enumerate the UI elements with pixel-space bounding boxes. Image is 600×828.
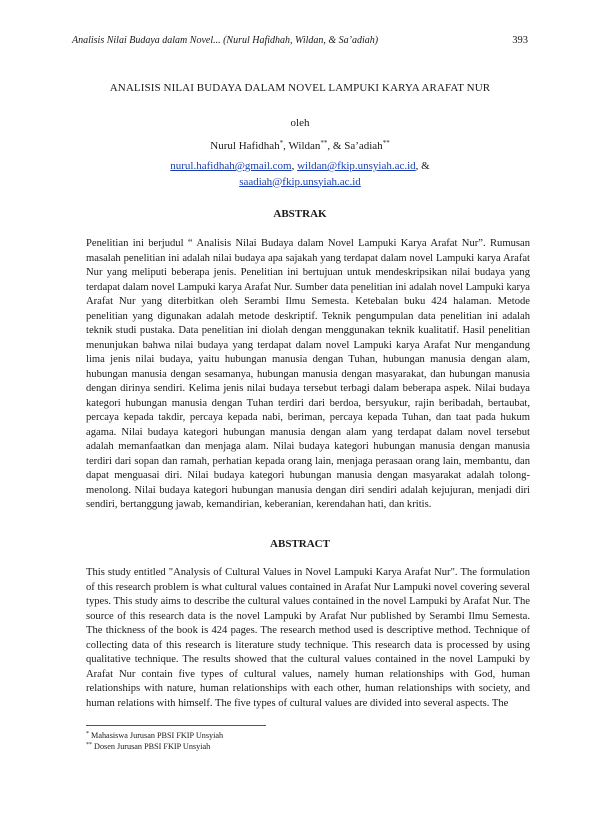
email-link-wildan[interactable]: wildan@fkip.unsyiah.ac.id <box>297 160 416 172</box>
footnote-lecturer <box>86 741 530 752</box>
byline: oleh <box>290 117 310 129</box>
abstract-heading: ABSTRACT <box>270 538 330 550</box>
author-separator: , & <box>327 140 345 152</box>
footnote-mark: ** <box>382 139 390 147</box>
footnote-divider <box>86 725 266 726</box>
email-link-saadiah[interactable]: saadiah@fkip.unsyiah.ac.id <box>239 175 361 188</box>
footnote-mark: * <box>279 139 284 147</box>
email-link-hafidhah[interactable]: nurul.hafidhah@gmail.com <box>170 160 292 172</box>
footnote-mark: ** <box>86 742 92 748</box>
footnote-mark: * <box>86 731 89 737</box>
author-separator: , <box>283 140 289 152</box>
author-list <box>60 139 540 153</box>
footnote-student <box>86 730 530 741</box>
article-title: ANALISIS NILAI BUDAYA DALAM NOVEL LAMPUKI KARYA ARAFAT NUR <box>109 82 491 94</box>
author-name: Nurul Hafidhah <box>210 140 280 152</box>
abstrak-heading: ABSTRAK <box>273 208 327 220</box>
footnote-text: Dosen Jurusan PBSI FKIP Unsyiah <box>94 742 211 751</box>
author-name: Sa’adiah <box>344 140 383 152</box>
abstract-paragraph: This study entitled "Analysis of Cultural Values in Novel Lampuki Karya Arafat Nur". The formulation of this research problem is what cultural values contained in Arafat Nur Lampuki novel covering several types. This study aims to describe the cultural values contained in the novel Lampuki by Arafat Nur. The source of this research data is the novel Lampuki by Arafat Nur published by Serambi Ilmu Semesta. The thickness of the book is 424 pages. The research method used is descriptive method. Technique of collecting data of this research is literature study technique. This research data is processed by using qualitative technique. The results showed that the cultural values contained in the novel Lampuki by Arafat Nur contain five types of cultural values, namely human relationships with God, human relationships with nature, human relationships with each other, human relationships with society, and human relations with himself. The five types of cultural values are divided into several aspects. The <box>86 567 530 709</box>
abstrak-paragraph: Penelitian ini berjudul “ Analisis Nilai Budaya dalam Novel Lampuki Karya Arafat Nur”. Rumusan masalah penelitian ini adalah nilai budaya apa sajakah yang terdapat dalam novel Lampuki karya Arafat Nur yang meliputi beberapa jenis. Penelitian ini bertujuan untuk mendeskripsikan nilai budaya yang terdapat dalam novel Lampuki karya Arafat Nur. Sumber data penelitian ini adalah novel Lampuki karya Arafat Nur yang diterbitkan oleh Serambi Ilmu Semesta. Ketebalan buku 424 halaman. Metode penelitian yang digunakan adalah metode deskriptif. Teknik pengumpulan data penelitian ini adalah teknik studi pustaka. Data penelitian ini diolah dengan menggunakan teknik kualitatif. Hasil penelitian menunjukan bahwa nilai budaya yang terdapat dalam novel Lampuki karya Arafat Nur mengandung lima jenis nilai budaya, yaitu hubungan manusia dengan Tuhan, hubungan manusia dengan alam, hubungan manusia dengan sesamanya, hubungan manusia dengan masyarakat, dan hubungan manusia dengan dirinya sendiri. Kelima jenis nilai budaya tersebut terbagi dalam beberapa aspek. Nilai budaya kategori hubungan manusia dengan Tuhan terdiri dari berdoa, bersyukur, rajin beribadah, bertaubat, percaya kepada takdir, percaya kepada nabi, beriman, percaya kepada Tuhan, dan taat pada hukum agama. Nilai budaya kategori hubungan manusia dengan alam yang terdapat dalam novel tersebut adalah memanfaatkan dan menjaga alam. Nilai budaya kategori hubungan manusia dengan manusia terdiri dari sopan dan ramah, perhatian kepada orang lain, menjaga perasaan orang lain, membantu, dan dapat menguasai diri. Nilai budaya kategori hubungan manusia dengan masyarakat adalah tolong-menolong. Nilai budaya kategori hubungan manusia dengan diri sendiri adalah kejujuran, menjadi diri sendiri, bertanggung jawab, kemandirian, keberanian, kerendahan hati, dan kritis. <box>86 238 530 510</box>
footnote-text: Mahasiswa Jurusan PBSI FKIP Unsyiah <box>91 731 224 740</box>
page-number: 393 <box>512 35 528 46</box>
author-name: Wildan <box>288 140 321 152</box>
running-head: Analisis Nilai Budaya dalam Novel... (Nurul Hafidhah, Wildan, & Sa’adiah) <box>72 35 379 46</box>
email-separator: , <box>291 160 298 172</box>
author-emails <box>60 159 540 190</box>
footnote-mark: ** <box>320 139 328 147</box>
email-separator: , & <box>415 160 430 172</box>
